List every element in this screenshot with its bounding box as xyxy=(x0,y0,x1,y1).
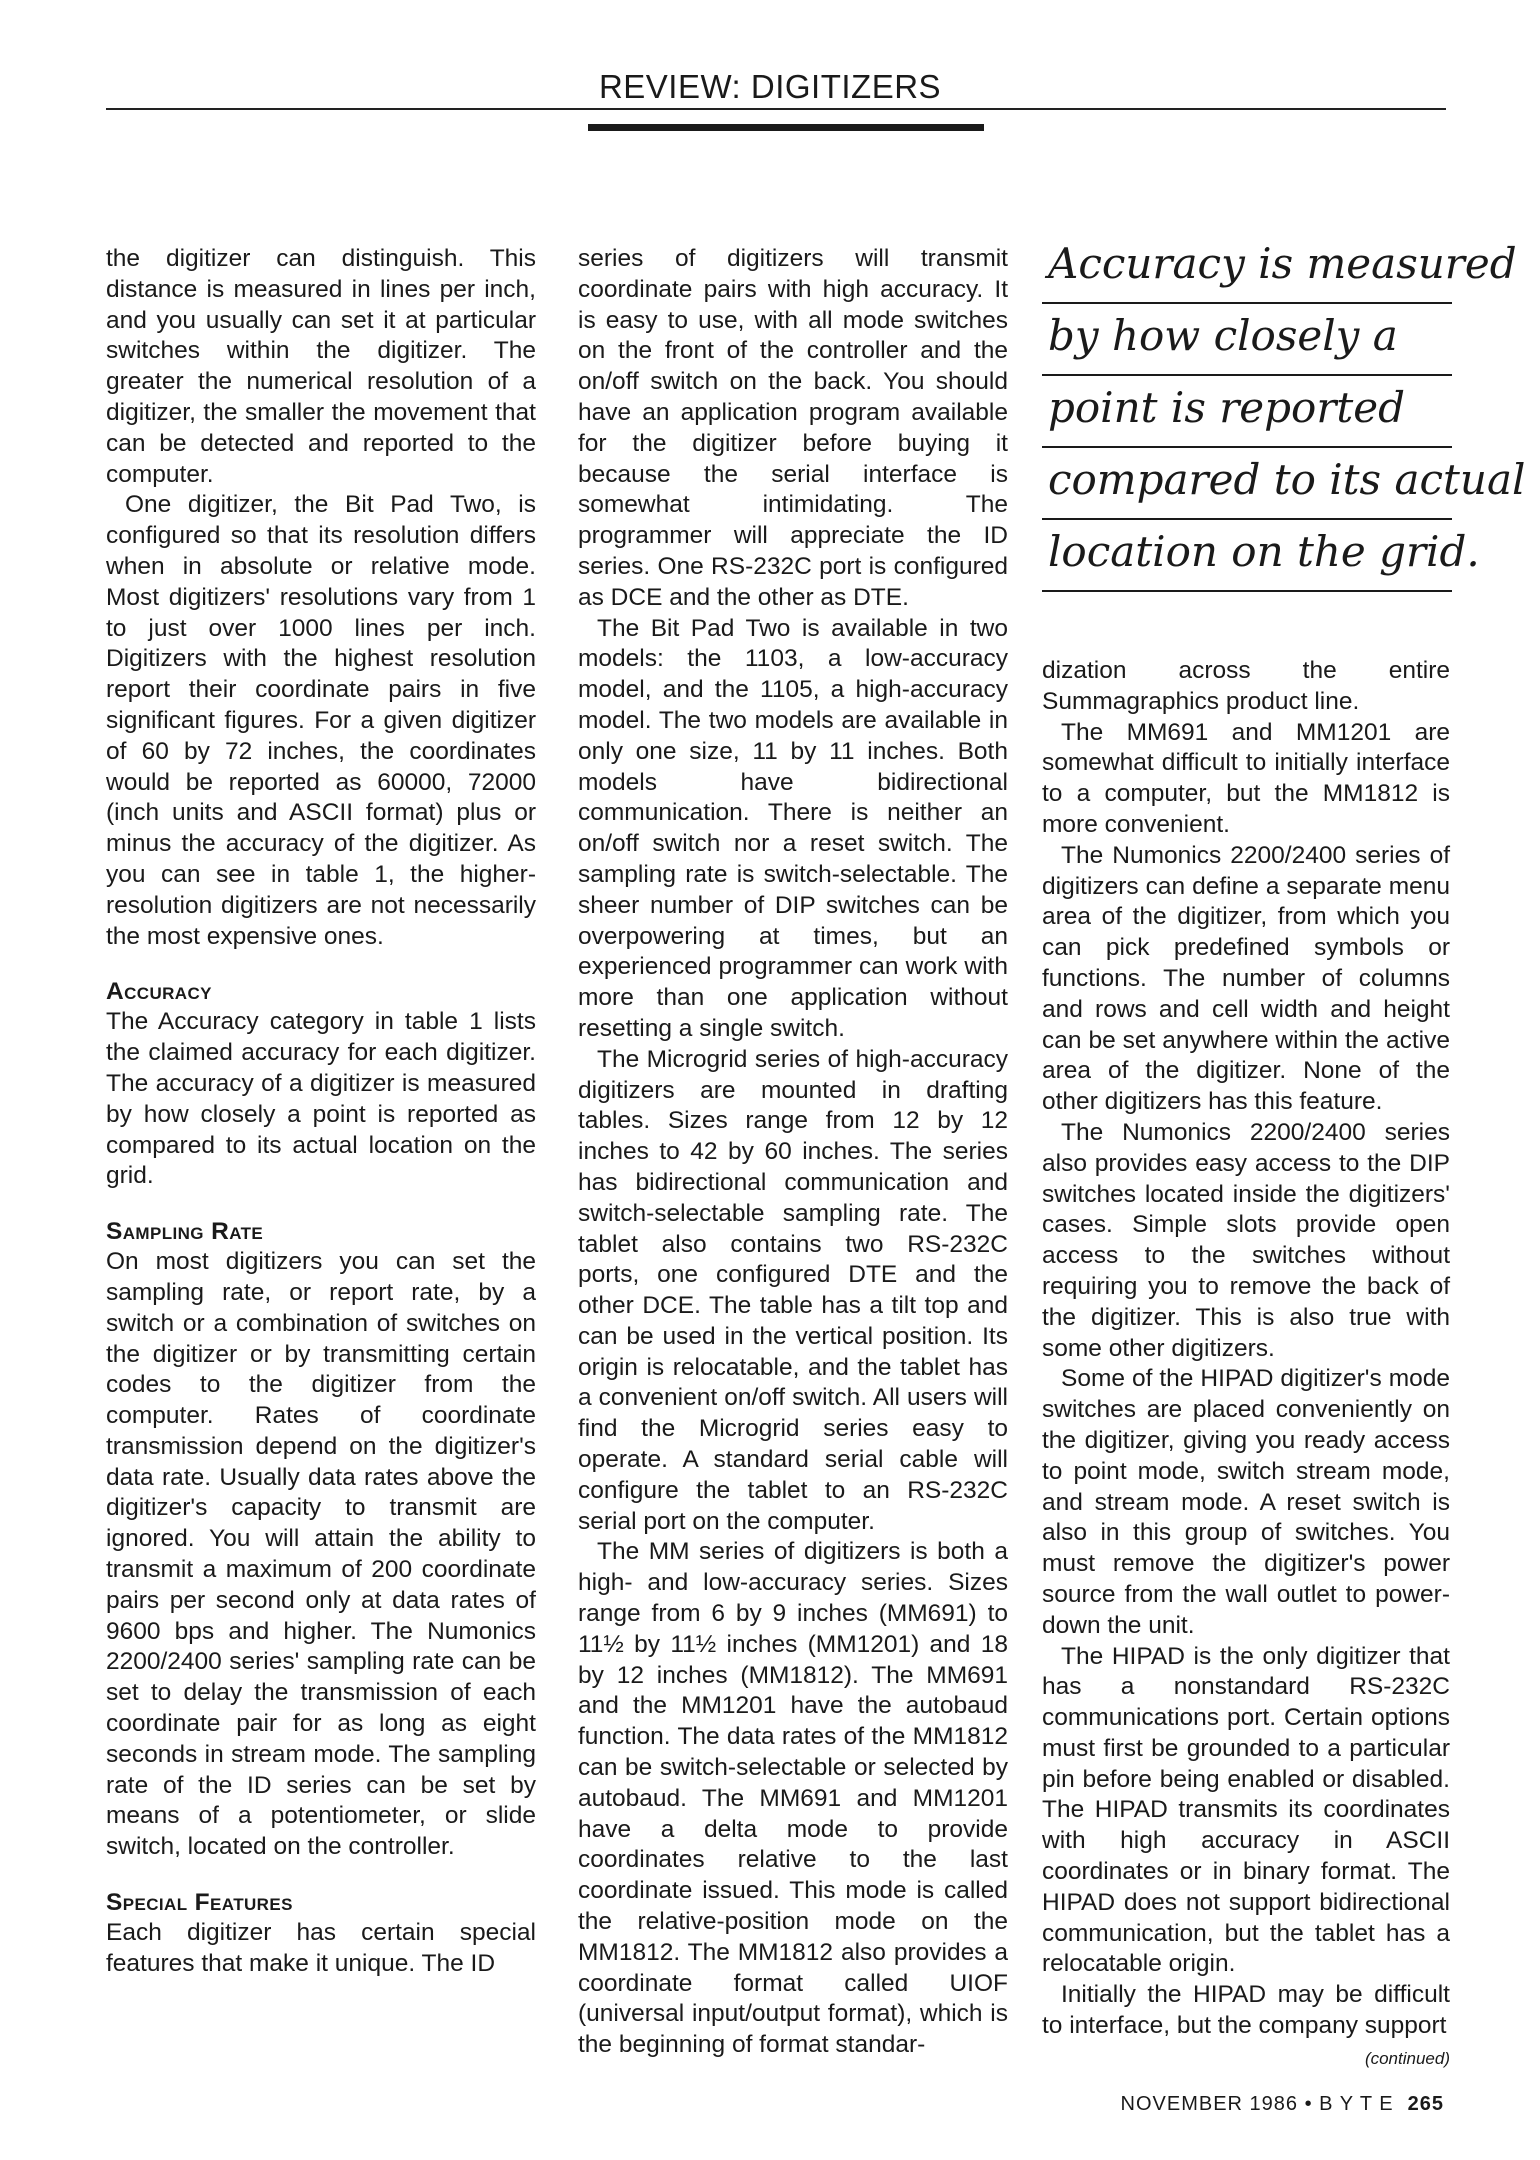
paragraph: Each digitizer has certain special features that make it unique. The ID xyxy=(106,1919,536,1977)
paragraph: Initially the HIPAD may be difficult to interface, but the company support xyxy=(1042,1981,1450,2040)
pull-quote-line: Accuracy is measured xyxy=(1042,232,1452,304)
paragraph: On most digitizers you can set the sampling rate, or report rate, by a switch or a combination of switches on the digitizer or by transmitting certain codes to the digitizer from the computer. Rates of coordinate transmission depend on the digitizer's data rate. Usually data rates above the digitizer's capacity to transmit are ignored. You will attain the ability to transmit a maximum of 200 coordinate pairs per second only at data rates of 9600 bps and higher. The Numonics 2200/2400 series' sampling rate can be set to delay the transmission of each coordinate pair for as long as eight seconds in stream mode. The sampling rate of the ID series can be set by means of a potentiometer, or slide switch, located on the controller. xyxy=(106,1248,536,1861)
paragraph: One digitizer, the Bit Pad Two, is configured so that its resolution differs when in absolute or relative mode. Most digitizers' resolutions vary from 1 to just over 1000 lines per inch. Digitizers with the highest resolution report their coordinate pairs in five significant figures. For a given digitizer of 60 by 72 inches, the coordinates would be reported as 60000, 72000 (inch units and ASCII format) plus or minus the accuracy of the digitizer. As you can see in table 1, the higher-resolution digitizers are not necessarily the most expensive ones. xyxy=(106,491,536,950)
column-2 xyxy=(578,244,1008,2061)
pull-quote-line: compared to its actual xyxy=(1042,448,1452,520)
page-number: 265 xyxy=(1407,2093,1444,2115)
paragraph: dization across the entire Summagraphics product line. xyxy=(1042,657,1450,715)
pull-quote xyxy=(1042,232,1526,592)
issue-line: NOVEMBER 1986 • B Y T E xyxy=(1120,2093,1394,2115)
paragraph: The Accuracy category in table 1 lists the claimed accuracy for each digitizer. The accuracy of a digitizer is measured by how closely a point is reported as compared to its actual location on the grid. xyxy=(106,1008,536,1190)
paragraph: the digitizer can distinguish. This distance is measured in lines per inch, and you usually can set it at particular switches within the digitizer. The greater the numerical resolution of a digitizer, the smaller the movement that can be detected and reported to the computer. xyxy=(106,245,536,488)
page-footer xyxy=(1121,2093,1444,2116)
paragraph: The MM series of digitizers is both a high- and low-accuracy series. Sizes range from 6 by 9 inches (MM691) to 11½ by 11½ inches (MM1201) and 18 by 12 inches (MM1812). The MM691 and the MM1201 have the autobaud function. The data rates of the MM1812 can be switch-selectable or selected by autobaud. The MM691 and MM1201 have a delta mode to provide coordinates relative to the last coordinate issued. This mode is called the relative-position mode on the MM1812. The MM1812 also provides a coordinate format called UIOF (universal input/output format), which is the beginning of format standar- xyxy=(578,1538,1008,2059)
paragraph: The Bit Pad Two is available in two models: the 1103, a low-accuracy model, and the 1105, a high-accuracy model. The two models are available in only one size, 11 by 11 inches. Both models have bidirectional communication. There is neither an on/off switch nor a reset switch. The sampling rate is switch-selectable. The sheer number of DIP switches can be overpowering at times, but an experienced programmer can work with more than one application without resetting a single switch. xyxy=(578,614,1008,1042)
paragraph: The HIPAD is the only digitizer that has a nonstandard RS-232C communications port. Certain options must first be grounded to a particular pin before being enabled or disabled. The HIPAD transmits its coordinates with high accuracy in ASCII coordinates or in binary format. The HIPAD does not support bidirectional communication, but the tablet has a relocatable origin. xyxy=(1042,1642,1450,1978)
paragraph: The Numonics 2200/2400 series of digitizers can define a separate menu area of the digitizer, from which you can pick predefined symbols or functions. The number of columns and rows and cell width and height can be set anywhere within the active area of the digitizer. None of the other digitizers has this feature. xyxy=(1042,841,1450,1116)
pull-quote-line: location on the grid. xyxy=(1042,520,1452,592)
paragraph: The Microgrid series of high-accuracy digitizers are mounted in drafting tables. Sizes range from 12 by 12 inches to 42 by 60 inches. The series has bidirectional communication and switch-selectable sampling rate. The tablet also contains two RS-232C ports, one configured DTE and the other DCE. The table has a tilt top and can be used in the vertical position. Its origin is relocatable, and the tablet has a convenient on/off switch. All users will find the Microgrid series easy to operate. A standard serial cable will configure the tablet to an RS-232C serial port on the computer. xyxy=(578,1045,1008,1535)
column-1 xyxy=(106,244,536,1980)
heading-sampling-rate: Sampling Rate xyxy=(106,1218,264,1246)
pull-quote-line: point is reported xyxy=(1042,376,1452,448)
section-header: REVIEW: DIGITIZERS xyxy=(598,68,942,105)
header-bar xyxy=(588,124,984,131)
paragraph: Some of the HIPAD digitizer's mode switches are placed conveniently on the digitizer, giving you ready access to point mode, switch stream mode, and stream mode. A reset switch is also in this group of switches. You must remove the digitizer's power source from the wall outlet to power-down the unit. xyxy=(1042,1365,1450,1639)
column-3 xyxy=(1042,656,1450,2075)
pull-quote-line: by how closely a xyxy=(1042,304,1452,376)
paragraph: The Numonics 2200/2400 series also provides easy access to the DIP switches located inside the digitizers' cases. Simple slots provide open access to the switches without requiring you to remove the back of the digitizer. This is also true with some other digitizers. xyxy=(1042,1118,1450,1362)
header-rule xyxy=(106,108,1446,110)
heading-special-features: Special Features xyxy=(106,1889,293,1917)
paragraph: series of digitizers will transmit coordinate pairs with high accuracy. It is easy to use, with all mode switches on the front of the controller and the on/off switch on the back. You should have an application program available for the digitizer before buying it because the serial interface is somewhat intimidating. The programmer will appreciate the ID series. One RS-232C port is configured as DCE and the other as DTE. xyxy=(578,245,1008,611)
paragraph: The MM691 and MM1201 are somewhat difficult to initially interface to a computer, but the MM1812 is more convenient. xyxy=(1042,718,1450,838)
continued-note: (continued) xyxy=(1364,2048,1450,2068)
heading-accuracy: Accuracy xyxy=(106,978,212,1006)
